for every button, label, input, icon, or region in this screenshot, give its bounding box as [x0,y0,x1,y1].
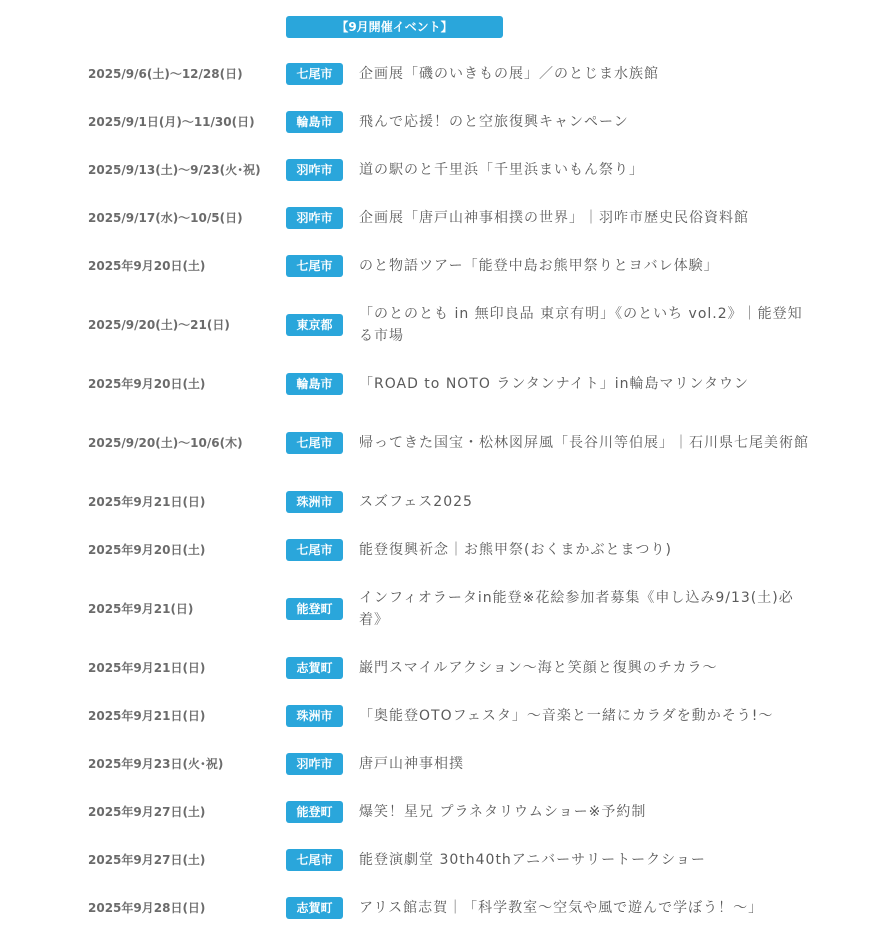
event-date: 2025/9/13(土)〜9/23(火･祝) [88,163,261,177]
event-city-badge: 七尾市 [286,539,343,561]
section-header-september-events: 【9月開催イベント】 [286,16,503,38]
event-row[interactable] [0,788,873,836]
event-title-link[interactable]: 「ROAD to NOTO ランタンナイト」in輪島マリンタウン [359,376,749,392]
event-row[interactable] [0,884,873,932]
event-title-link[interactable]: 帰ってきた国宝・松林図屏風「長谷川等伯展」｜石川県七尾美術館 [359,435,809,451]
event-row[interactable] [0,692,873,740]
event-title-link[interactable]: 能登演劇堂 30th40thアニバーサリートークショー [359,852,706,868]
event-title-link[interactable]: インフィオラータin能登※花絵参加者募集《申し込み9/13(土)必着》 [359,590,794,628]
event-date: 2025年9月28日(日) [88,901,206,915]
event-row[interactable] [0,194,873,242]
event-row[interactable] [0,644,873,692]
event-title-link[interactable]: 企画展「唐戸山神事相撲の世界」｜羽咋市歴史民俗資料館 [359,210,749,226]
event-title-link[interactable]: のと物語ツアー「能登中島お熊甲祭りとヨバレ体験」 [359,258,719,274]
event-city-badge: 七尾市 [286,849,343,871]
event-row[interactable] [0,478,873,526]
event-date: 2025/9/20(土)〜10/6(木) [88,436,243,450]
event-date: 2025年9月21日(日) [88,709,206,723]
event-list [0,50,873,932]
event-row[interactable] [0,242,873,290]
event-city-badge: 羽咋市 [286,159,343,181]
event-date: 2025/9/17(水)〜10/5(日) [88,211,243,225]
event-date: 2025年9月20日(土) [88,259,206,273]
event-date: 2025年9月27日(土) [88,853,206,867]
event-date: 2025年9月21(日) [88,602,194,616]
event-title-link[interactable]: 爆笑！星兄 プラネタリウムショー※予約制 [359,804,647,820]
event-city-badge: 輪島市 [286,111,343,133]
event-city-badge: 志賀町 [286,897,343,919]
event-title-link[interactable]: 巌門スマイルアクション〜海と笑顔と復興のチカラ〜 [359,660,718,676]
event-date: 2025年9月20日(土) [88,377,206,391]
event-city-badge: 珠洲市 [286,491,343,513]
event-row[interactable] [0,98,873,146]
event-date: 2025年9月20日(土) [88,543,206,557]
event-title-link[interactable]: 飛んで応援！のと空旅復興キャンペーン [359,114,629,130]
event-title-link[interactable]: 企画展「磯のいきもの展」／のとじま水族館 [359,66,659,82]
event-date: 2025年9月21日(日) [88,661,206,675]
event-title-link[interactable]: 道の駅のと千里浜「千里浜まいもん祭り」 [359,162,644,178]
event-city-badge: 七尾市 [286,432,343,454]
event-date: 2025年9月27日(土) [88,805,206,819]
event-city-badge: 七尾市 [286,255,343,277]
event-city-badge: 羽咋市 [286,753,343,775]
event-row[interactable] [0,360,873,408]
event-city-badge: 能登町 [286,598,343,620]
event-row[interactable] [0,50,873,98]
event-row[interactable] [0,740,873,788]
event-row[interactable] [0,574,873,644]
event-title-link[interactable]: 「のとのとも in 無印良品 東京有明」《のといち vol.2》｜能登知る市場 [359,306,803,344]
event-date: 2025年9月23日(火･祝) [88,757,224,771]
event-row[interactable] [0,836,873,884]
event-date: 2025/9/20(土)〜21(日) [88,318,230,332]
event-row[interactable] [0,290,873,360]
event-city-badge: 志賀町 [286,657,343,679]
event-city-badge: 輪島市 [286,373,343,395]
event-city-badge: 東京都 [286,314,343,336]
event-row[interactable] [0,526,873,574]
event-city-badge: 珠洲市 [286,705,343,727]
event-title-link[interactable]: 唐戸山神事相撲 [359,756,464,772]
event-row[interactable] [0,146,873,194]
event-city-badge: 能登町 [286,801,343,823]
event-date: 2025/9/6(土)〜12/28(日) [88,67,243,81]
event-title-link[interactable]: スズフェス2025 [359,494,473,510]
event-city-badge: 羽咋市 [286,207,343,229]
event-date: 2025/9/1日(月)〜11/30(日) [88,115,255,129]
event-title-link[interactable]: アリス館志賀｜「科学教室〜空気や風で遊んで学ぼう！〜」 [359,900,764,916]
event-row[interactable] [0,408,873,478]
event-title-link[interactable]: 「奥能登OTOフェスタ」〜音楽と一緒にカラダを動かそう!〜 [359,708,774,724]
event-city-badge: 七尾市 [286,63,343,85]
event-title-link[interactable]: 能登復興祈念｜お熊甲祭(おくまかぶとまつり) [359,542,672,558]
event-date: 2025年9月21日(日) [88,495,206,509]
